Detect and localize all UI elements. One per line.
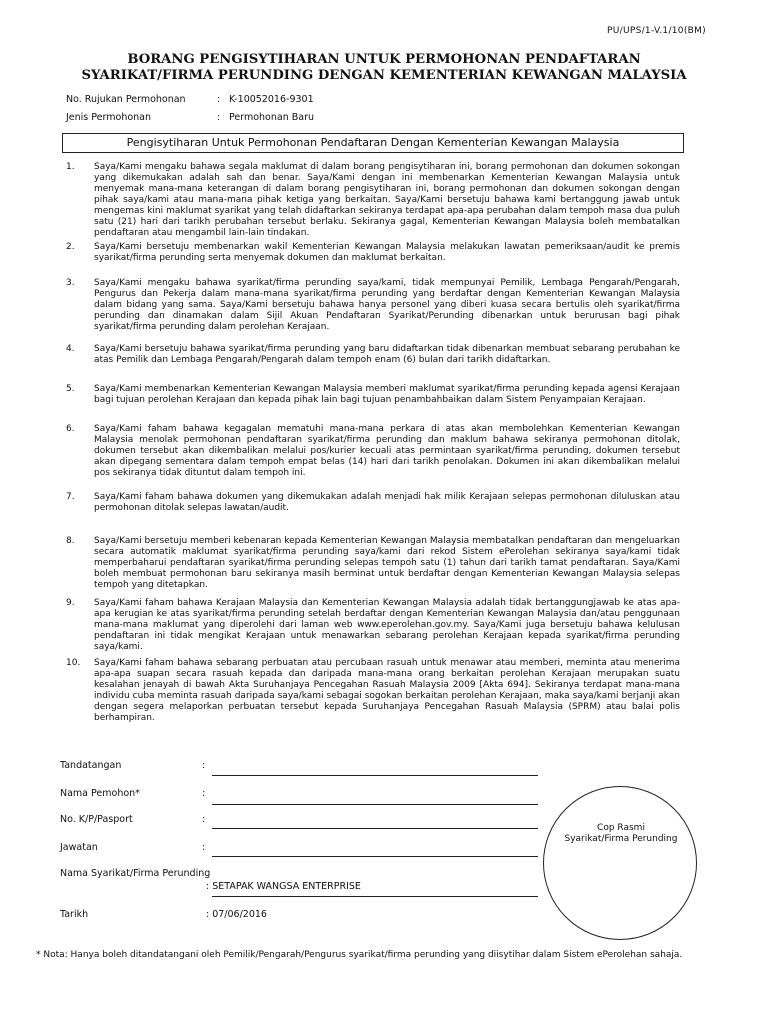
item-number: 8. [66, 536, 75, 546]
applicant-name-label: Nama Pemohon* [60, 788, 140, 799]
item-text: Saya/Kami membenarkan Kementerian Kewangan Malaysia memberi maklumat syarikat/firma perunding kepada agensi Kerajaan bagi tujuan perolehan Kerajaan dan kepada pihak lain bagi tujuan penambahbaikan dalam Sistem Penyampaian Kerajaan. [94, 384, 680, 405]
document-title [0, 52, 768, 84]
item-text: Saya/Kami faham bahawa kegagalan mematuhi mana-mana perkara di atas akan membolehkan Kementerian Kewangan Malaysia menolak permohonan pendaftaran syarikat/firma perunding dan maklum bahawa sekiranya permohonan ditolak, dokumen tersebut akan dikembalikan melalui pos/kurier kecuali atas permintaan syarikat/firma perunding, dokumen tersebut akan dipegang sementara dalam tempoh empat belas (14) hari dari tarikh penolakan. Dokumen ini akan dikembalikan melalui pos sekiranya tidak dituntut dalam tempoh ini. [94, 424, 680, 478]
signature-colon: : [202, 760, 206, 771]
date-label: Tarikh [60, 909, 89, 920]
reference-label: No. Rujukan Permohonan [66, 94, 186, 105]
date-value: : 07/06/2016 [206, 909, 267, 920]
stamp-line-2: Syarikat/Firma Perunding [564, 834, 678, 844]
id-number-label: No. K/P/Pasport [60, 814, 133, 825]
company-name-line [212, 896, 538, 897]
item-number: 7. [66, 492, 75, 502]
official-stamp-circle [543, 786, 697, 940]
position-line[interactable] [212, 856, 538, 857]
item-number: 2. [66, 242, 75, 252]
item-text: Saya/Kami bersetuju membenarkan wakil Kementerian Kewangan Malaysia melakukan lawatan pemeriksaan/audit ke premis syarikat/firma perunding serta menyemak dokumen dan maklumat berkaitan. [94, 242, 680, 263]
item-number: 4. [66, 344, 75, 354]
footnote: * Nota: Hanya boleh ditandatangani oleh Pemilik/Pengarah/Pengurus syarikat/firma perunding yang diisytihar dalam Sistem ePerolehan sahaja. [36, 950, 683, 960]
item-number: 5. [66, 384, 75, 394]
form-code: PU/UPS/1-V.1/10(BM) [607, 26, 706, 36]
section-heading: Pengisytiharan Untuk Permohonan Pendaftaran Dengan Kementerian Kewangan Malaysia [62, 133, 684, 153]
item-text: Saya/Kami mengaku bahawa syarikat/firma perunding saya/kami, tidak mempunyai Pemilik, Lembaga Pengarah/Pengarah, Pengurus dan Pekerja dalam mana-mana syarikat/firma perunding yang berdaftar dengan Kementerian Kewangan Malaysia dalam bidang yang sama. Saya/Kami bersetuju bahawa hanya personel yang diberi kuasa secara bertulis oleh syarikat/firma perunding dan dinamakan dalam Sijil Akuan Pendaftaran Syarikat/Perunding dibenarkan untuk berurusan bagi pihak syarikat/firma perunding dalam perolehan Kerajaan. [94, 278, 680, 332]
item-number: 10. [66, 658, 81, 668]
application-type-label: Jenis Permohonan [66, 112, 152, 123]
signature-label: Tandatangan [60, 760, 122, 771]
item-text: Saya/Kami mengaku bahawa segala maklumat di dalam borang pengisytiharan ini, borang permohonan dan dokumen sokongan yang dikemukakan adalah sah dan benar. Saya/Kami dengan ini membenarkan Kementerian Kewangan Malaysia untuk menyemak mana-mana keterangan di dalam borang pengisytiharan ini, borang permohonan dan dokumen sokongan dengan pihak saya/kami atau mana-mana pihak ketiga yang berkaitan. Saya/Kami bersetuju bahawa kami bertanggung jawab untuk mengemas kini maklumat syarikat yang telah didaftarkan sekiranya terdapat apa-apa perubahan dalam tempoh masa dua puluh satu (21) hari dari tarikh perubahan tersebut berlaku. Sekiranya gagal, Kementerian Kewangan Malaysia boleh membatalkan pendaftaran atau mengambil lain-lain tindakan. [94, 162, 680, 238]
title-line-1: BORANG PENGISYTIHARAN UNTUK PERMOHONAN PENDAFTARAN [127, 52, 641, 67]
applicant-name-colon: : [202, 788, 206, 799]
title-line-2: SYARIKAT/FIRMA PERUNDING DENGAN KEMENTERIAN KEWANGAN MALAYSIA [81, 68, 687, 83]
id-number-colon: : [202, 814, 206, 825]
item-text: Saya/Kami bersetuju memberi kebenaran kepada Kementerian Kewangan Malaysia membatalkan pendaftaran dan mengeluarkan secara automatik maklumat syarikat/firma perunding saya/kami dari rekod Sistem ePerolehan sekiranya saya/kami tidak memperbaharui pendaftaran syarikat/firma perunding selepas tempoh satu (1) tahun dari tarikh tamat pendaftaran. Saya/Kami boleh membuat permohonan baru sekiranya masih berminat untuk berdaftar dengan Kementerian Kewangan Malaysia selepas tempoh yang ditetapkan. [94, 536, 680, 590]
item-text: Saya/Kami faham bahawa Kerajaan Malaysia dan Kementerian Kewangan Malaysia adalah tidak bertanggungjawab ke atas apa-apa kerugian ke atas syarikat/firma perunding setelah berdaftar dengan Kementerian Kewangan Malaysia dan/atau penggunaan mana-mana maklumat yang diperolehi dari laman web www.eperolehan.gov.my. Saya/Kami juga bersetuju bahawa kelulusan pendaftaran ini tidak mengikat Kerajaan untuk menawarkan sebarang perolehan Kerajaan kepada syarikat/firma perunding saya/kami. [94, 598, 680, 652]
stamp-line-1: Cop Rasmi [597, 823, 645, 833]
item-text: Saya/Kami faham bahawa dokumen yang dikemukakan adalah menjadi hak milik Kerajaan selepas permohonan diluluskan atau permohonan ditolak selepas lawatan/audit. [94, 492, 680, 513]
item-number: 1. [66, 162, 75, 172]
company-name-label: Nama Syarikat/Firma Perunding [60, 868, 211, 879]
item-number: 6. [66, 424, 75, 434]
signature-line[interactable] [212, 775, 538, 776]
application-type-colon: : [217, 112, 221, 123]
item-text: Saya/Kami bersetuju bahawa syarikat/firma perunding yang baru didaftarkan tidak dibenarkan membuat sebarang perubahan ke atas Pemilik dan Lembaga Pengarah/Pengarah dalam tempoh enam (6) bulan dari tarikh didaftarkan. [94, 344, 680, 365]
stamp-label [544, 823, 698, 845]
item-number: 9. [66, 598, 75, 608]
item-text: Saya/Kami faham bahawa sebarang perbuatan atau percubaan rasuah untuk menawar atau memberi, meminta atau menerima apa-apa suapan secara rasuah kepada dan daripada mana-mana orang berkaitan perolehan Kerajaan merupakan suatu kesalahan jenayah di bawah Akta Suruhanjaya Pencegahan Rasuah Malaysia 2009 [Akta 694]. Sekiranya terdapat mana-mana individu cuba meminta rasuah daripada saya/kami sebagai sogokan berkaitan perolehan Kerajaan, maka saya/kami berjanji akan dengan segera melaporkan perbuatan tersebut kepada Suruhanjaya Pencegahan Rasuah Malaysia (SPRM) atau balai polis berhampiran. [94, 658, 680, 723]
position-label: Jawatan [60, 842, 98, 853]
application-type-value: Permohonan Baru [229, 112, 315, 123]
position-colon: : [202, 842, 206, 853]
reference-colon: : [217, 94, 221, 105]
applicant-name-line[interactable] [212, 804, 538, 805]
item-number: 3. [66, 278, 75, 288]
company-name-value: : SETAPAK WANGSA ENTERPRISE [206, 881, 361, 892]
id-number-line[interactable] [212, 828, 538, 829]
reference-value: K-10052016-9301 [229, 94, 314, 105]
